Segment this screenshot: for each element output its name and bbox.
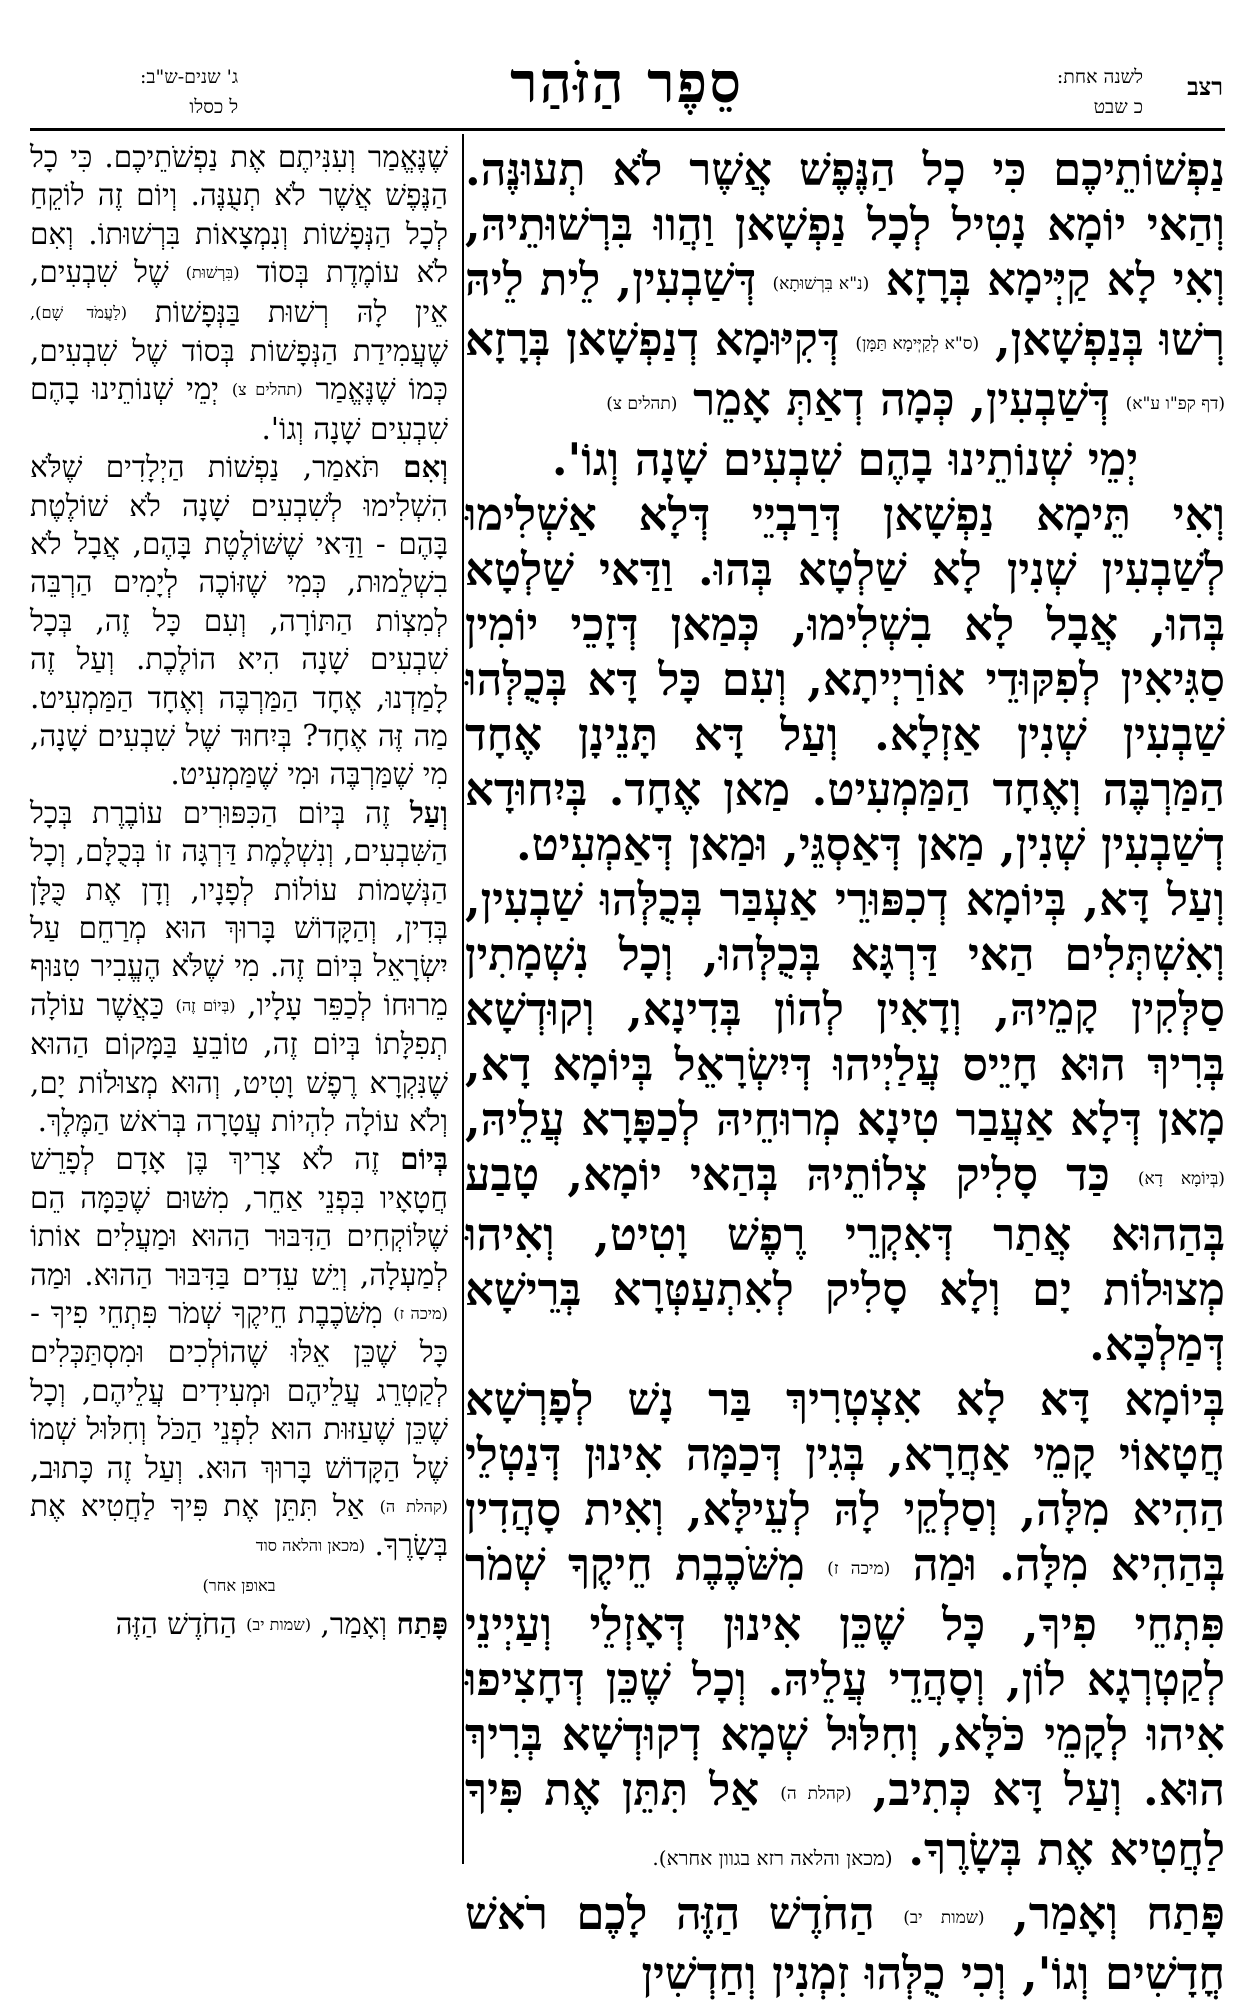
verse-reference: (קהלת ה) (379, 1496, 448, 1516)
translation-column (30, 138, 448, 1868)
text-run: שֶׁל שִׁבְעִים, אֵין לָהּ רְשׁוּת בַּנְּפָשׁוֹת (30, 255, 448, 329)
variant-note: (נ"א בִּרְשׁוּתָא) (772, 274, 870, 295)
text-run: הַחֹדֶשׁ הַזֶּה לָכֶם רֹאשׁ חֳדָשִׁים וְגוֹ', וְכִי כֻלְּהוּ זִמְנִין וְחַדְשִׁין (465, 1887, 1225, 2001)
date-label-three-years: ג' שנים-ש"ב: (140, 66, 239, 88)
side-paragraph-4 (30, 1140, 448, 1565)
text-run: תֹּאמַר, נַפְשׁוֹת הַיְלָדִים שֶׁלֹּא הִשְׁלִימוּ לְשִׁבְעִים שָׁנָה לֹא שׁוֹלֶטֶת בָּהֶם - וַדַּאי שֶׁשּׁוֹלֶטֶת בָּהֶם, אֲבָל לֹא בִשְׁלֵמוּת, כְּמִי שֶׁזּוֹכֶה לְיָמִים הַרְבֵּה לְמִצְוֹת הַתּוֹרָה, וְעִם כָּל זֶה, בְּכָל שִׁבְעִים שָׁנָה הִיא הוֹלֶכֶת. וְעַל זֶה לָמַדְנוּ, אֶחָד הַמַּרְבֶּה וְאֶחָד הַמַּמְעִיט. מַה זֶּה אֶחָד? בְּיִחוּד שֶׁל שִׁבְעִים שָׁנָה, מִי שֶׁמַּרְבֶּה וּמִי שֶׁמַּמְעִיט. (30, 450, 448, 792)
opening-word: וְעַל (1166, 873, 1226, 927)
main-paragraph-4 (465, 1372, 1225, 1886)
text-run: כַּד סָלִיק צְלוֹתֵיהּ בְּהַאי יוֹמָא, טָבַע בְּהַהוּא אֲתַר דְּאִקְרֵי רֶפֶשׁ וָטִיט, וְאִיהוּ מְצוּלוֹת יָם וְלָא סָלִיק לְאִתְעַטְּרָא בְּרֵישָׁא דְּמַלְכָּא. (465, 1148, 1225, 1372)
main-paragraph-2 (465, 487, 1225, 872)
text-run: דְּקִיּוּמָא דְנַפְשָׁאן בְּרָזָא (465, 313, 840, 367)
main-paragraph-5 (465, 1886, 1225, 2001)
section-note-line (30, 1566, 448, 1605)
section-note: (מכאן והלאה רזא בגוון אחרא). (652, 1846, 893, 1871)
variant-note: (בִּרְשׁוּת) (185, 263, 240, 283)
page-reference: (דף קפ"ו ע"א) (1125, 394, 1225, 415)
page-header (0, 50, 1253, 130)
verse-reference: (שמות יב) (246, 1615, 312, 1635)
text-run: דְּשַׁבְעִין, לֵית לֵיהּ רְשׁוּ בְּנַפְשָׁאן, (465, 253, 1226, 367)
verse-reference: (מיכה ז) (393, 1303, 448, 1323)
text-run: זֶה בְּיוֹם הַכִּפּוּרִים עוֹבֶרֶת בְּכָל הַשִּׁבְעִים, וְנִשְׁלֶמֶת דַּרְגָּה זוֹ בְּכֻלָּם, וְכָל הַנְּשָׁמוֹת עוֹלוֹת לְפָנָיו, וְדָן אֶת כֻּלָּן בְּדִין, וְהַקָּדוֹשׁ בָּרוּךְ הוּא מְרַחֵם עַל יִשְׂרָאֵל בְּיוֹם זֶה. מִי שֶׁלֹּא הֶעֱבִיר טִנּוּף מֵרוּחוֹ לְכַפֵּר עָלָיו, (30, 795, 448, 1022)
verse-reference: (קהלת ה) (780, 1784, 852, 1805)
column-divider (462, 134, 464, 1864)
main-paragraph-1 (465, 142, 1225, 432)
variant-note: (לַעֲמֹד שָׁם), (30, 302, 128, 322)
text-run: מִשֹּׁכֶבֶת חֵיקֶךָ שְׁמֹר פִּתְחֵי פִיךָ, כָּל שֶׁכֵּן אִינוּן דְּאָזְלֵי וְעַיְינֵי לְקַטְרְגָא לוֹן, וְסָהֲדֵי עֲלֵיהּ. וְכָל שֶׁכֵּן דְּחָצִיפוּ אִיהוּ לְקָמֵי כֹּלָּא, וְחִלּוּל שְׁמָא דְקוּדְשָׁא בְּרִיךְ הוּא. וְעַל דָּא כְּתִיב, (465, 1538, 1225, 1817)
text-run: שֶׁנֶּאֱמַר וְעִנִּיתֶם אֶת נַפְשֹׁתֵיכֶם. כִּי כָל הַנֶּפֶשׁ אֲשֶׁר לֹא תְעֻנֶּה. וְיוֹם זֶה לוֹקֵחַ לְכָל הַנְּפָשׁוֹת וְנִמְצָאוֹת בִּרְשׁוּתוֹ. וְאִם לֹא עוֹמֶדֶת בְּסוֹד (30, 140, 448, 290)
page-number: רצב (1187, 72, 1223, 101)
main-paragraph-3 (465, 872, 1225, 1372)
reading-date-three-years (140, 62, 238, 122)
text-run: אַל תִּתֵּן אֶת פִּיךָ לַחֲטִיא אֶת בְּשָׂרֶךָ. (465, 1763, 1225, 1877)
text-run: הַחֹדֶשׁ הַזֶּה (115, 1607, 237, 1642)
opening-word: בְּיוֹם (400, 1141, 448, 1177)
text-run: תֵּימָא נַפְשָׁאן דְּרַבְיֵי דְּלָא אַשְׁלִימוּ לְשַׁבְעִין שְׁנִין לָא שַׁלְטָא בְּהוּ. וַדַּאי שַׁלְטָא בְּהוּ, אֲבָל לָא בִשְׁלִימוּ, כְּמַאן דְּזָכֵי יוֹמִין סַגִּיאִין לְפִקּוּדֵי אוֹרַיְיתָא, וְעִם כָּל דָּא בְּכֻלְּהוּ שַׁבְעִין שְׁנִין אַזְלָא. וְעַל דָּא תָּנֵינָן אֶחָד הַמַּרְבֶּה וְאֶחָד הַמַּמְעִיט. מַאן אֶחָד. בְּיִחוּדָא דְשַׁבְעִין שְׁנִין, מַאן דְּאַסְגֵּי, וּמַאן דְּאַמְעִיט. (465, 488, 1225, 872)
date-value-one-year: כ שבט (1093, 96, 1143, 118)
verse-reference: (שמות יב) (903, 1908, 985, 1929)
text-run: וְאָמַר, (320, 1607, 388, 1642)
book-title: סֵפֶר הַזֹּהַר (510, 50, 743, 116)
verse-line: יְמֵי שְׁנוֹתֵינוּ בָהֶם שִׁבְעִים שָׁנָה וְגוֹ'. (551, 433, 1139, 487)
variant-note: (בְּיוֹם זֶה) (175, 995, 236, 1015)
opening-word: בְּיוֹמָא (1124, 1373, 1225, 1427)
text-run: יְמֵי שְׁנוֹתֵינוּ בָהֶם שִׁבְעִים שָׁנָה וְגוֹ'. (30, 372, 448, 446)
text-run: אַל תִּתֵּן אֶת פִּיךָ לַחֲטִיא אֶת בְּשָׂרֶךָ. (30, 1488, 448, 1563)
section-note: (מכאן והלאה סוד (255, 1536, 366, 1556)
side-paragraph-5 (30, 1605, 448, 1644)
text-run: דָּא לָא אִצְטְרִיךְ בַּר נָשׁ לְפָרְשָׁא חֲטָאוֹי קָמֵי אַחֲרָא, בְּגִין דְּכַמָּה אִינוּן דְּנַטְלֵי הַהִיא מִלָּה, וְסַלְקֵי לָהּ לְעֵילָּא, וְאִית סָהֲדִין בְּהַהִיא מִלָּה. וּמַה (465, 1373, 1226, 1592)
side-paragraph-2 (30, 448, 448, 794)
text-run: דָּא, בְּיוֹמָא דְכִפּוּרֵי אַעְבַּר בְּכֻלְּהוּ שַׁבְעִין, וְאִשְׁתְּלִים הַאי דַּרְגָּא בְּכֻלְּהוּ, וְכָל נִשְׁמָתִין סַלְּקִין קָמֵיהּ, וְדָאִין לְהוֹן בְּדִינָא, וְקוּדְשָׁא בְּרִיךְ הוּא חָיֵיס עֲלַיְיהוּ דְּיִשְׂרָאֵל בְּיוֹמָא דָא, מָאן דְּלָא אַעֲבַר טִינָא מְרוּחֵיהּ לְכַפָּרָא עֲלֵיהּ, (465, 873, 1225, 1147)
opening-word: פָּתַח (396, 1606, 448, 1642)
variant-note: (בְּיוֹמָא דָא) (1137, 1169, 1225, 1190)
date-value-three-years: ל כסלו (189, 96, 239, 118)
text-run: שֶׁעֲמִידַת הַנְּפָשׁוֹת בְּסוֹד שֶׁל שִׁבְעִים, כְּמוֹ שֶׁנֶּאֱמַר (30, 333, 448, 407)
side-paragraph-1 (30, 138, 448, 448)
text-run: דְּשַׁבְעִין, כְּמָה דְאַתְּ אָמֵר (693, 373, 1110, 427)
text-run: זֶה לֹא צָרִיךְ בֶּן אָדָם לְפָרֵשׁ חֲטָאָיו בִּפְנֵי אַחֵר, מִשּׁוּם שֶׁכַּמָּה הֵם שֶׁלּוֹקְחִים הַדִּבּוּר הַהוּא וּמַעֲלִים אוֹתוֹ לְמַעְלָה, וְיֵשׁ עֵדִים בַּדִּבּוּר הַהוּא. וּמַה (30, 1142, 448, 1292)
main-text-column (465, 142, 1226, 2001)
text-run: מִשֹּׁכֶבֶת חֵיקֶךָ שְׁמֹר פִּתְחֵי פִיךָ - כָּל שֶׁכֵּן אֵלּוּ שֶׁהוֹלְכִים וּמִסְתַּכְּלִים לְקַטְרֵג עֲלֵיהֶם וּמְעִידִים עֲלֵיהֶם, וְכָל שֶׁכֵּן שֶׁעַזּוּת הוּא לִפְנֵי הַכֹּל וְחִלּוּל שְׁמוֹ שֶׁל הַקָּדוֹשׁ בָּרוּךְ הוּא. וְעַל זֶה כָּתוּב, (30, 1296, 448, 1485)
date-label-one-year: לשנה אחת: (1056, 66, 1143, 88)
variant-note: (ס"א לְקַיְּימָא תַּמָּן) (855, 334, 980, 355)
opening-word: וְעַל (409, 794, 448, 830)
side-paragraph-3 (30, 794, 448, 1141)
verse-reference: (תהלים צ) (231, 380, 303, 400)
section-note: באופן אחר) (202, 1575, 276, 1595)
text-run: וְאָמַר, (1013, 1887, 1118, 1941)
header-rule (30, 128, 1225, 131)
verse-reference: (מיכה ז) (827, 1559, 891, 1580)
verse-reference: (תהלים צ) (606, 394, 678, 415)
opening-word: וְאִם (403, 449, 448, 485)
opening-word: וְאִי (1172, 488, 1225, 542)
text-run: כַּאֲשֶׁר עוֹלָה תְפִלָּתוֹ בְּיוֹם זֶה, טוֹבֵעַ בַּמָּקוֹם הַהוּא שֶׁנִּקְרָא רֶפֶשׁ וָטִיט, וְהוּא מְצוּלוֹת יָם, וְלֹא עוֹלָה לִהְיוֹת עֲטָרָה בְּרֹאשׁ הַמֶּלֶךְ. (30, 987, 448, 1138)
opening-word: פָּתַח (1146, 1887, 1225, 1941)
text-run: נַפְשׁוֹתֵיכֶם כִּי כָל הַנֶּפֶשׁ אֲשֶׁר לֹא תְעוּנֶּה. וְהַאי יוֹמָא נָטִיל לְכָל נַפְשָׁאן וַהֲווּ בִּרְשׁוּתֵיהּ, וְאִי לָא קַיְּימָא בְּרָזָא (465, 143, 1226, 306)
